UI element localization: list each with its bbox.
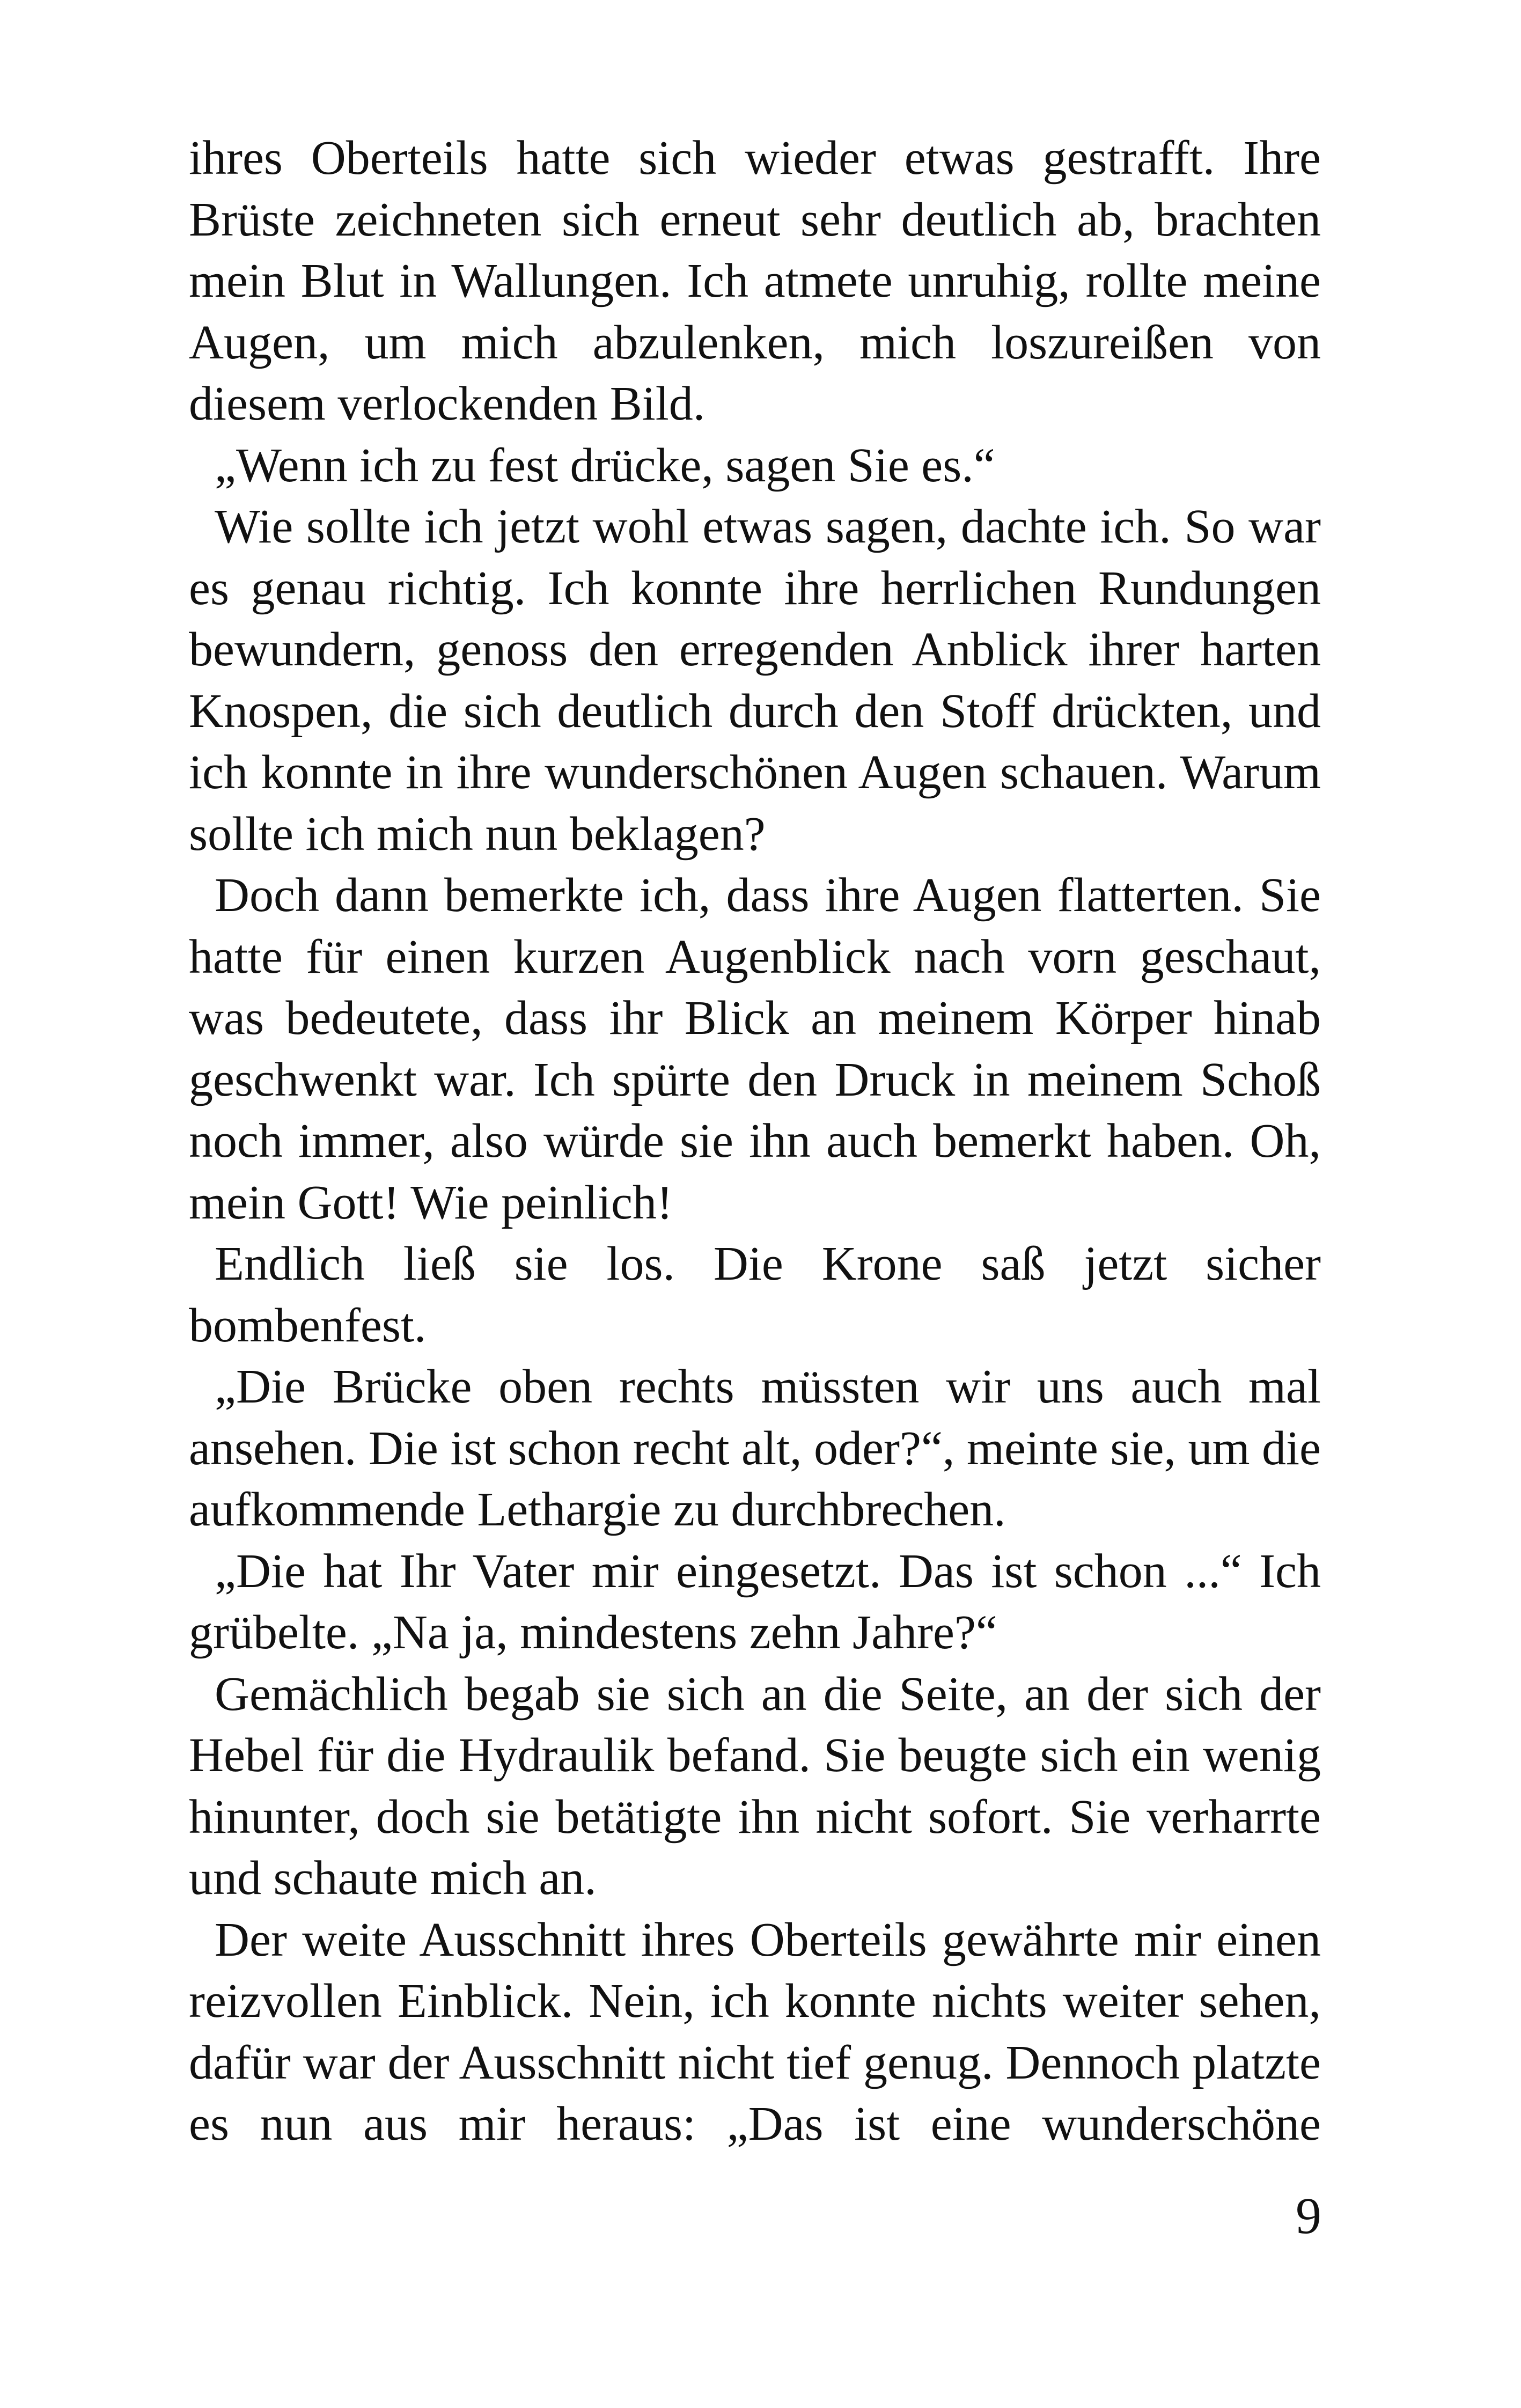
paragraph: „Die hat Ihr Vater mir eingesetzt. Das ist schon ...“ Ich grübelte. „Na ja, mindestens zehn Jahre?“ [189,1544,1321,1659]
paragraph: ihres Oberteils hatte sich wieder etwas gestrafft. Ihre Brüste zeichneten sich erneut sehr deutlich ab, brachten mein Blut in Wallungen. Ich atmete unruhig, rollte meine Augen, um mich abzulenken, mich loszureißen von diesem verlockenden Bild. [189,131,1321,430]
body-text [189,128,1321,2155]
paragraph: Doch dann bemerkte ich, dass ihre Augen flatterten. Sie hatte für einen kurzen Augenblick nach vorn geschaut, was bedeutete, dass ihr Blick an meinem Körper hinab geschwenkt war. Ich spürte den Druck in meinem Schoß noch immer, also würde sie ihn auch bemerkt haben. Oh, mein Gott! Wie peinlich! [189,869,1321,1229]
paragraph: „Wenn ich zu fest drücke, sagen Sie es.“ [215,438,995,492]
page-number: 9 [1296,2187,1321,2244]
paragraph: Gemächlich begab sie sich an die Seite, an der sich der Hebel für die Hydraulik befand. Sie beugte sich ein wenig hinunter, doch sie betätigte ihn nicht sofort. Sie verharrte und schaute mich an. [189,1667,1321,1905]
paragraph: Wie sollte ich jetzt wohl etwas sagen, dachte ich. So war es genau richtig. Ich konnte ihre herrlichen Rundungen bewundern, genoss den erregenden Anblick ihrer harten Knospen, die sich deutlich durch den Stoff drückten, und ich konnte in ihre wunderschönen Augen schauen. Warum sollte ich mich nun beklagen? [189,500,1321,861]
paragraph: Der weite Ausschnitt ihres Oberteils gewährte mir einen reizvollen Einblick. Nein, ich konnte nichts weiter sehen, dafür war der Ausschnitt nicht tief genug. Dennoch platzte es nun aus mir heraus: „Das ist eine wunderschöne [189,1913,1321,2150]
paragraph: Endlich ließ sie los. Die Krone saß jetzt sicher bombenfest. [189,1237,1321,1352]
paragraph: „Die Brücke oben rechts müssten wir uns auch mal ansehen. Die ist schon recht alt, oder?“, meinte sie, um die aufkommende Lethargie zu durchbrechen. [189,1360,1321,1536]
